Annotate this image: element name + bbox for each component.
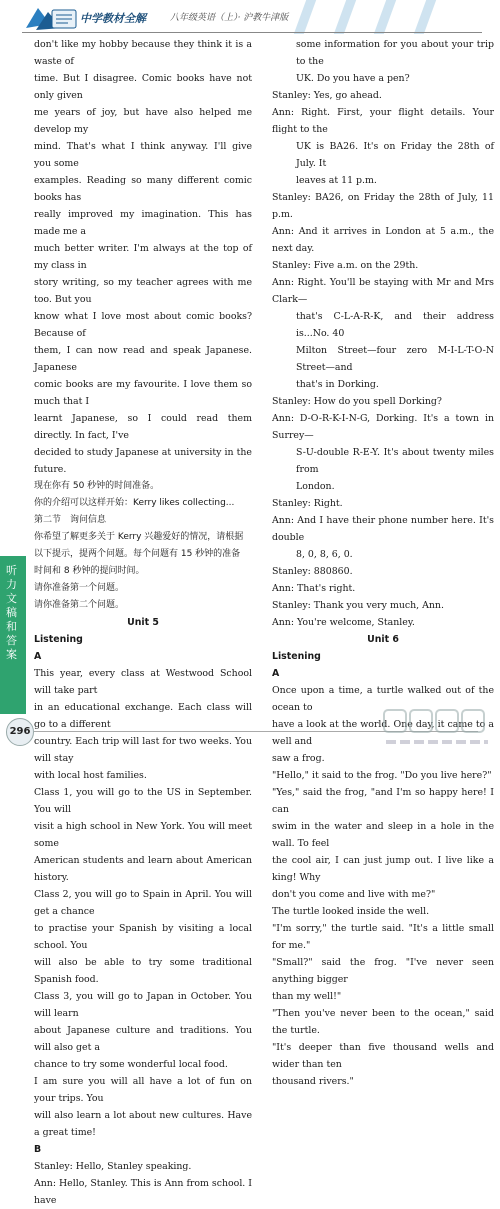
text-line: London. [296,481,335,492]
header-stripe [374,0,396,34]
text-line: Ann: That's right. [272,583,356,594]
text-line: leaves at 11 p.m. [296,175,377,186]
side-tab-label: 听力文稿和答案 [6,564,17,661]
text-line: the cool air, I can just jump out. I live like a king! Why [272,855,494,883]
text-line: Stanley: How do you spell Dorking? [272,396,442,407]
text-line: Stanley: Five a.m. on the 29th. [272,260,419,271]
text-line: "It's deeper than five thousand wells and wider than ten [272,1042,494,1070]
text-line: "I'm sorry," the turtle said. "It's a little small for me." [272,923,494,951]
text-line: thousand rivers." [272,1076,354,1087]
section-side-tab [0,556,26,714]
text-line: decided to study Japanese at university in the future. [34,447,252,475]
header-stripe [334,0,356,34]
text-line: "Small?" said the frog. "I've never seen anything bigger [272,957,494,985]
section-heading: Listening [272,651,321,662]
text-line: Class 3, you will go to Japan in October. You will learn [34,991,252,1019]
text-line: Stanley: BA26, on Friday the 28th of July, 11 p.m. [272,192,494,220]
text-line: will also learn a lot about new cultures. Have a great time! [34,1110,252,1138]
text-line: 时间和 8 秒钟的提问时间。 [34,566,145,576]
text-line: comic books are my favourite. I love them so much that I [34,379,252,407]
header-divider [22,32,482,33]
text-line: UK. Do you have a pen? [296,73,410,84]
text-line: to practise your Spanish by visiting a local school. You [34,923,252,951]
text-line: mind. That's what I think anyway. I'll give you some [34,141,252,169]
text-line: have a look at the world. One day, it came to a well and [272,719,494,747]
watermark-logo-icon [380,706,496,750]
page-header [0,0,500,38]
text-line: country. Each trip will last for two weeks. You will stay [34,736,252,764]
part-label: A [34,651,42,662]
text-line: saw a frog. [272,753,325,764]
text-line: visit a high school in New York. You will meet some [34,821,252,849]
part-label: B [34,1144,42,1155]
text-line: 现在你有 50 秒钟的时间准备。 [34,481,160,491]
text-line: swim in the water and sleep in a hole in the wall. To feel [272,821,494,849]
text-line: chance to try some wonderful local food. [34,1059,228,1070]
text-line: know what I love most about comic books? Because of [34,311,252,339]
text-line: Ann: D-O-R-K-I-N-G, Dorking. It's a town in Surrey— [272,413,494,441]
text-line: Ann: You're welcome, Stanley. [272,617,415,628]
text-line: 你希望了解更多关于 Kerry 兴趣爱好的情况，请根据 [34,532,244,542]
unit-heading: Unit 5 [127,617,159,628]
text-line: Ann: And I have their phone number here. It's double [272,515,494,543]
text-line: learnt Japanese, so I could read them directly. In fact, I've [34,413,252,441]
part-label: A [272,668,280,679]
unit-heading: Unit 6 [367,634,399,645]
text-line: I am sure you will all have a lot of fun on your trips. You [34,1076,252,1104]
text-line: Stanley: Right. [272,498,343,509]
left-column [34,36,252,1209]
text-line: that's C-L-A-R-K, and their address is...No. 40 [296,311,494,339]
text-line: Once upon a time, a turtle walked out of the ocean to [272,685,494,713]
book-title: 中学教材全解 [80,12,146,25]
text-line: Class 2, you will go to Spain in April. You will get a chance [34,889,252,917]
text-line: 你的介绍可以这样开始：Kerry likes collecting... [34,498,235,508]
text-line: S-U-double R-E-Y. It's about twenty miles from [296,447,494,475]
text-line: about Japanese culture and traditions. You will also get a [34,1025,252,1053]
text-line: Stanley: Yes, go ahead. [272,90,382,101]
text-line: Stanley: Thank you very much, Ann. [272,600,444,611]
text-line: Stanley: 880860. [272,566,353,577]
text-line: me years of joy, but have also helped me develop my [34,107,252,135]
text-line: with local host families. [34,770,147,781]
text-line: Class 1, you will go to the US in September. You will [34,787,252,815]
text-line: Ann: Right. You'll be staying with Mr and Mrs Clark— [272,277,494,305]
text-line: really improved my imagination. This has made me a [34,209,252,237]
text-line: "Then you've never been to the ocean," said the turtle. [272,1008,494,1036]
text-line: story writing, so my teacher agrees with me too. But you [34,277,252,305]
text-line: much better writer. I'm always at the top of my class in [34,243,252,271]
text-line: 以下提示，提两个问题。每个问题有 15 秒钟的准备 [34,549,241,559]
page-number: 296 [6,718,34,746]
text-line: UK is BA26. It's on Friday the 28th of July. It [296,141,494,169]
text-line: will also be able to try some traditional Spanish food. [34,957,252,985]
text-line: "Yes," said the frog, "and I'm so happy here! I can [272,787,494,815]
text-line: 8, 0, 8, 6, 0. [296,549,353,560]
text-line: Stanley: Hello, Stanley speaking. [34,1161,192,1172]
text-line: 请你准备第一个问题。 [34,583,125,593]
section-heading: Listening [34,634,83,645]
text-line: American students and learn about American history. [34,855,252,883]
text-line: than my well!" [272,991,342,1002]
text-line: don't you come and live with me?" [272,889,436,900]
text-line: Ann: Right. First, your flight details. Your flight to the [272,107,494,135]
book-logo-icon [22,4,80,34]
text-line: 请你准备第二个问题。 [34,600,125,610]
section-heading: 第二节 询问信息 [34,515,107,525]
text-line: "Hello," it said to the frog. "Do you live here?" [272,770,492,781]
text-line: Ann: And it arrives in London at 5 a.m., the next day. [272,226,494,254]
text-line: Ann: Hello, Stanley. This is Ann from school. I have [34,1178,252,1206]
header-stripe [414,0,436,34]
text-line: some information for you about your trip to the [296,39,494,67]
text-line: that's in Dorking. [296,379,379,390]
text-line: Milton Street—four zero M-I-L-T-O-N Street—and [296,345,494,373]
text-line: them, I can now read and speak Japanese. Japanese [34,345,252,373]
text-line: examples. Reading so many different comic books has [34,175,252,203]
text-line: This year, every class at Westwood School will take part [34,668,252,696]
header-stripe [294,0,316,34]
text-line: time. But I disagree. Comic books have not only given [34,73,252,101]
right-column [272,36,494,1090]
text-line: in an educational exchange. Each class will go to a different [34,702,252,730]
text-line: The turtle looked inside the well. [272,906,430,917]
book-subtitle: 八年级英语（上）· 沪教牛津版 [170,13,289,23]
text-line: don't like my hobby because they think it is a waste of [34,39,252,67]
